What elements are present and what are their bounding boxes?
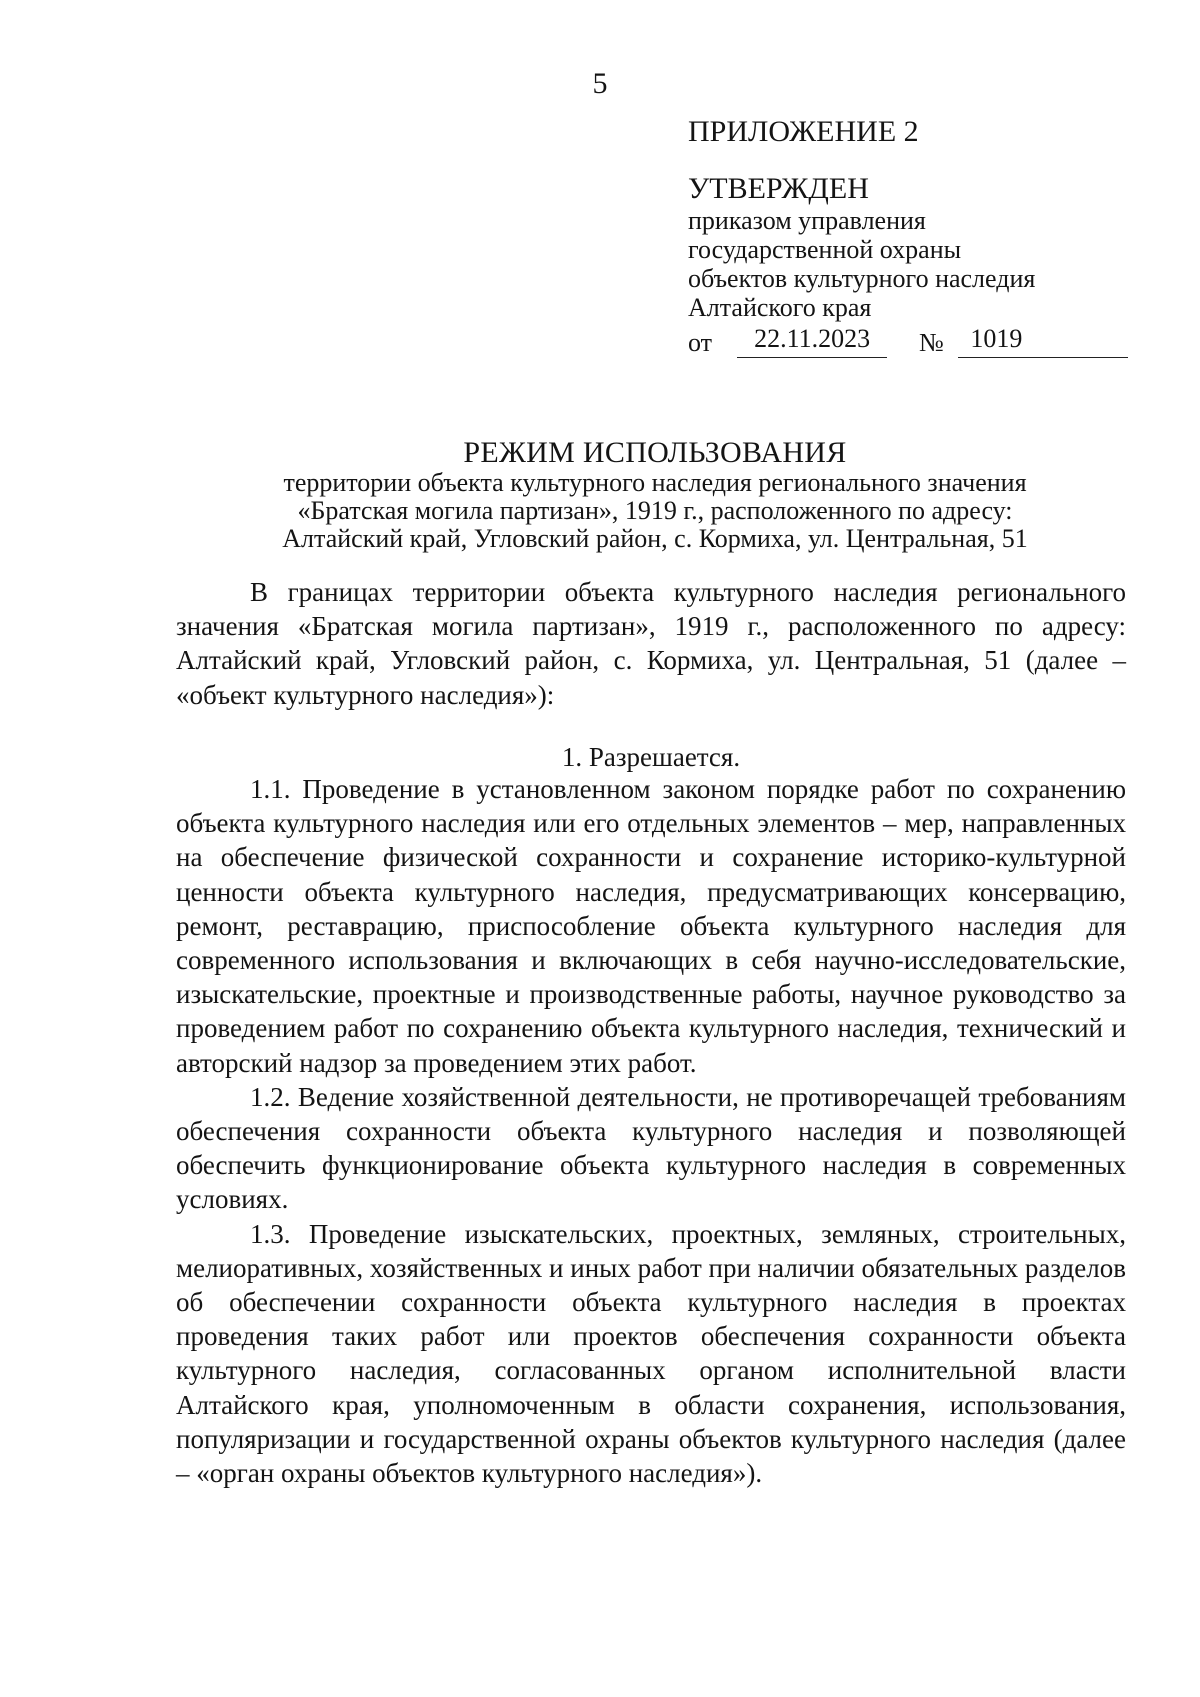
order-date-number-row — [688, 324, 1128, 358]
section-heading: 1. Разрешается. — [561, 742, 741, 772]
document-title-block — [230, 437, 1080, 553]
intro-section — [176, 575, 1126, 712]
list-item: 1.3. Проведение изыскательских, проектных, земляных, строительных, мелиоративных, хозяйственных и иных работ при наличии обязательных разделов об обеспечении сохранности объекта культурного наследия в проектах проведения таких работ или проектов обеспечения сохранности объекта культурного наследия, согласованных органом исполнительной власти Алтайского края, уполномоченным в области сохранения, использования, популяризации и государственной охраны объектов культурного наследия (далее – «орган охраны объектов культурного наследия»). — [176, 1218, 1126, 1489]
appendix-label: ПРИЛОЖЕНИЕ 2 — [688, 115, 919, 148]
document-title: РЕЖИМ ИСПОЛЬЗОВАНИЯ — [463, 436, 847, 469]
list-item: 1.1. Проведение в установленном законом порядке работ по сохранению объекта культурного наследия или его отдельных элементов – мер, направленных на обеспечение физической сохранности и сохранение историко-культурной ценности объекта культурного наследия, предусматривающих консервацию, ремонт, реставрацию, приспособление объекта культурного наследия для современного использования и включающих в себя научно-исследовательские, изыскательские, проектные и производственные работы, научное руководство за проведением работ по сохранению объекта культурного наследия, технический и авторский надзор за проведением этих работ. — [176, 774, 1126, 1078]
date-prefix: от — [688, 328, 713, 357]
number-sign: № — [918, 328, 944, 357]
approved-label: УТВЕРЖДЕН — [688, 172, 869, 205]
subtitle-line: «Братская могила партизан», 1919 г., расположенного по адресу: — [297, 496, 1013, 525]
approval-line: Алтайского края — [688, 293, 872, 322]
page-number: 5 — [592, 67, 608, 100]
subtitle-line: территории объекта культурного наследия регионального значения — [283, 468, 1027, 497]
intro-paragraph: В границах территории объекта культурного наследия регионального значения «Братская могила партизан», 1919 г., расположенного по адресу: Алтайский край, Угловский район, с. Кормиха, ул. Центральная, 51 (далее – «объект культурного наследия»): — [176, 577, 1126, 710]
approval-line: приказом управления — [688, 206, 926, 235]
subtitle-line: Алтайский край, Угловский район, с. Кормиха, ул. Центральная, 51 — [282, 524, 1028, 553]
approval-line: государственной охраны — [688, 235, 962, 264]
list-item: 1.2. Ведение хозяйственной деятельности, не противоречащей требованиям обеспечения сохранности объекта культурного наследия и позволяющей обеспечить функционирование объекта культурного наследия в современных условиях. — [176, 1081, 1126, 1215]
approval-line: объектов культурного наследия — [688, 264, 1036, 293]
order-date: 22.11.2023 — [737, 324, 887, 358]
order-number: 1019 — [958, 324, 1128, 358]
approval-stamp-block — [688, 112, 1128, 358]
items-section — [176, 772, 1126, 1490]
